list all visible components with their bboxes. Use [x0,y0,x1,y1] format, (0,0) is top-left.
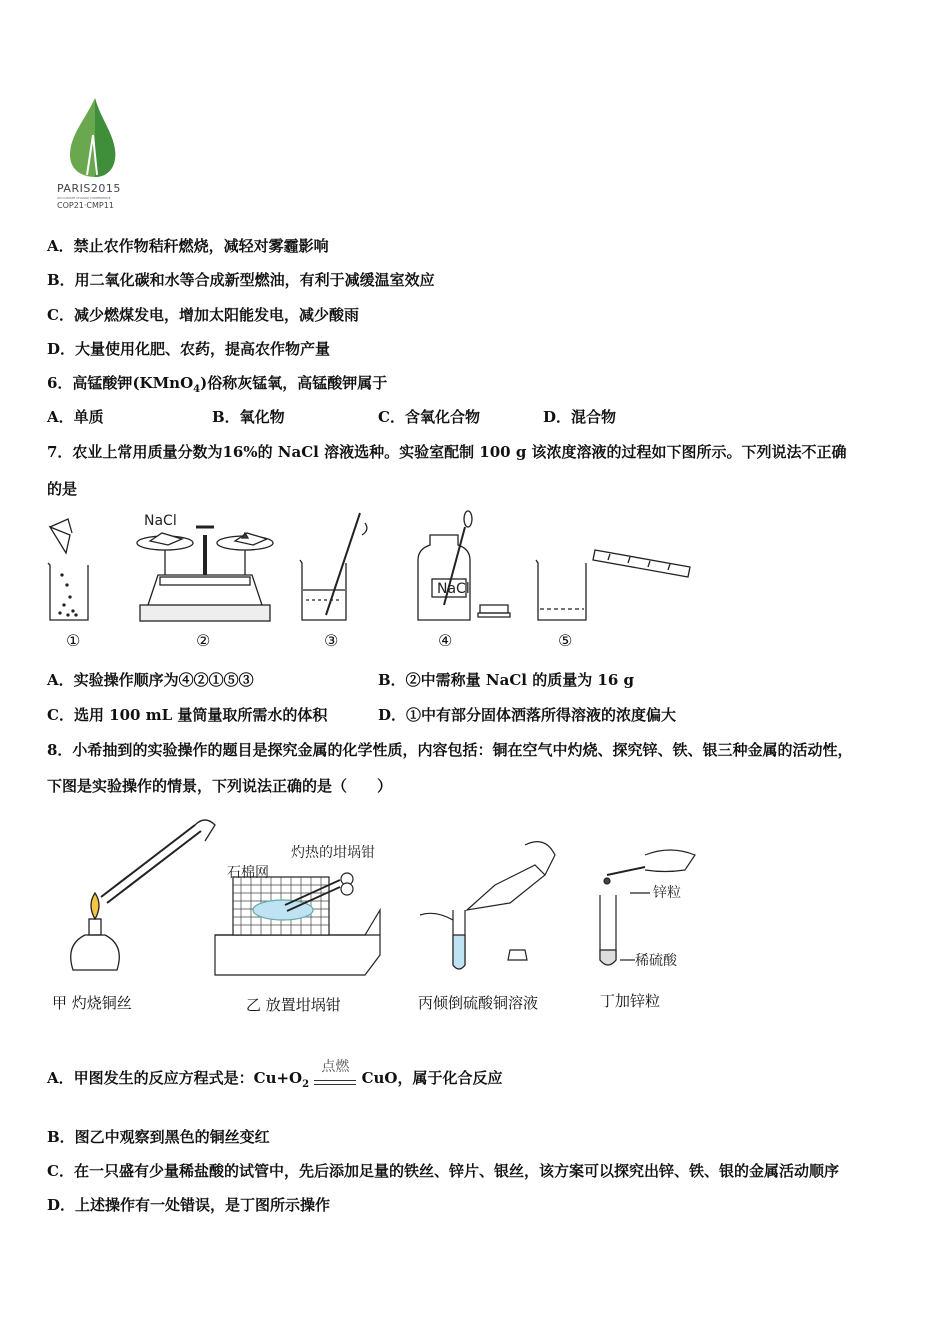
q5-option-b: B．用二氧化碳和水等合成新型燃油，有利于减缓温室效应 [47,271,435,289]
q7-stem-line1: 7．农业上常用质量分数为16%的 NaCl 溶液选种。实验室配制 100 g 该浓度溶液的过程如下图所示。下列说法不正确 [47,443,847,461]
label-dilute-sulfuric: 稀硫酸 [635,953,677,969]
cylinder-pouring-icon [536,550,690,620]
pouring-solution-icon [420,842,555,969]
q8-figure [55,815,705,980]
balance-scale-icon [137,527,273,621]
q8-option-c: C．在一只盛有少量稀盐酸的试管中，先后添加足量的铁丝、锌片、银丝，该方案可以探究出锌、铁、银的金属活动顺序 [47,1162,839,1180]
caption-bing: 丙倾倒硫酸铜溶液 [418,994,539,1012]
q6-option-a: A．单质 [47,408,104,426]
label-hot-tongs: 灼热的坩埚钳 [291,845,375,861]
fig-label-3: ③ [324,631,339,650]
q6-option-c: C．含氧化合物 [378,408,480,426]
caption-ding: 丁加锌粒 [600,992,661,1010]
q8-option-d: D．上述操作有一处错误，是丁图所示操作 [47,1196,331,1214]
logo-text-paris: PARIS2015 [57,182,121,195]
q7-stem-line2: 的是 [47,480,78,498]
q8-stem-line1: 8．小希抽到的实验操作的题目是探究金属的化学性质，内容包括：铜在空气中灼烧、探究锌、铁、银三种金属的活动性， [47,741,853,759]
bottle-label: NaCl [437,581,470,597]
nacl-label: NaCl [144,513,177,529]
q5-option-d: D．大量使用化肥、农药，提高农作物产量 [47,340,331,358]
logo-text-conference: UN CLIMATE CHANGE CONFERENCE [57,196,111,200]
q7-option-b: B．②中需称量 NaCl 的质量为 16 g [378,671,634,689]
q7-figure [40,505,700,625]
label-asbestos-net: 石棉网 [227,865,269,881]
reaction-condition: 点燃 [321,1059,350,1075]
q6-option-d: D．混合物 [543,408,617,426]
q5-option-a: A．禁止农作物秸秆燃烧，减轻对雾霾影响 [47,237,329,255]
q6-stem: 6．高锰酸钾(KMnO$_4$)俗称灰锰氧，高锰酸钾属于 [47,374,388,395]
q7-option-a: A．实验操作顺序为④②①⑤③ [47,671,254,689]
asbestos-net-tongs-icon [215,873,380,975]
logo-text-cop: COP21·CMP11 [57,201,114,210]
fig-label-5: ⑤ [558,631,573,650]
q6-option-b: B．氧化物 [212,408,285,426]
q7-option-c: C．选用 100 mL 量筒量取所需水的体积 [47,706,328,724]
alcohol-lamp-burning-icon [71,820,215,970]
q5-option-c: C．减少燃煤发电，增加太阳能发电，减少酸雨 [47,306,359,324]
beaker-pouring-solid-icon [48,519,88,620]
q8-option-a: A．甲图发生的反应方程式是：$Cu+O_2$ 点燃 CuO，属于化合反应 [47,1059,503,1090]
fig-label-1: ① [66,631,81,650]
q8-stem-line2: 下图是实验操作的情景，下列说法正确的是（ ） [47,777,393,795]
caption-yi: 乙 放置坩埚钳 [246,996,341,1014]
q8-option-b: B．图乙中观察到黑色的铜丝变红 [47,1128,270,1146]
test-tube-zinc-icon [600,850,695,965]
fig-label-4: ④ [438,631,453,650]
fig-label-2: ② [196,631,211,650]
caption-jia: 甲 灼烧铜丝 [52,994,132,1012]
reagent-bottle-icon [418,511,510,620]
cop21-logo [55,95,130,215]
q7-option-d: D．①中有部分固体洒落所得溶液的浓度偏大 [378,706,677,724]
beaker-stirring-icon [300,513,367,620]
label-zinc: 锌粒 [653,885,681,901]
